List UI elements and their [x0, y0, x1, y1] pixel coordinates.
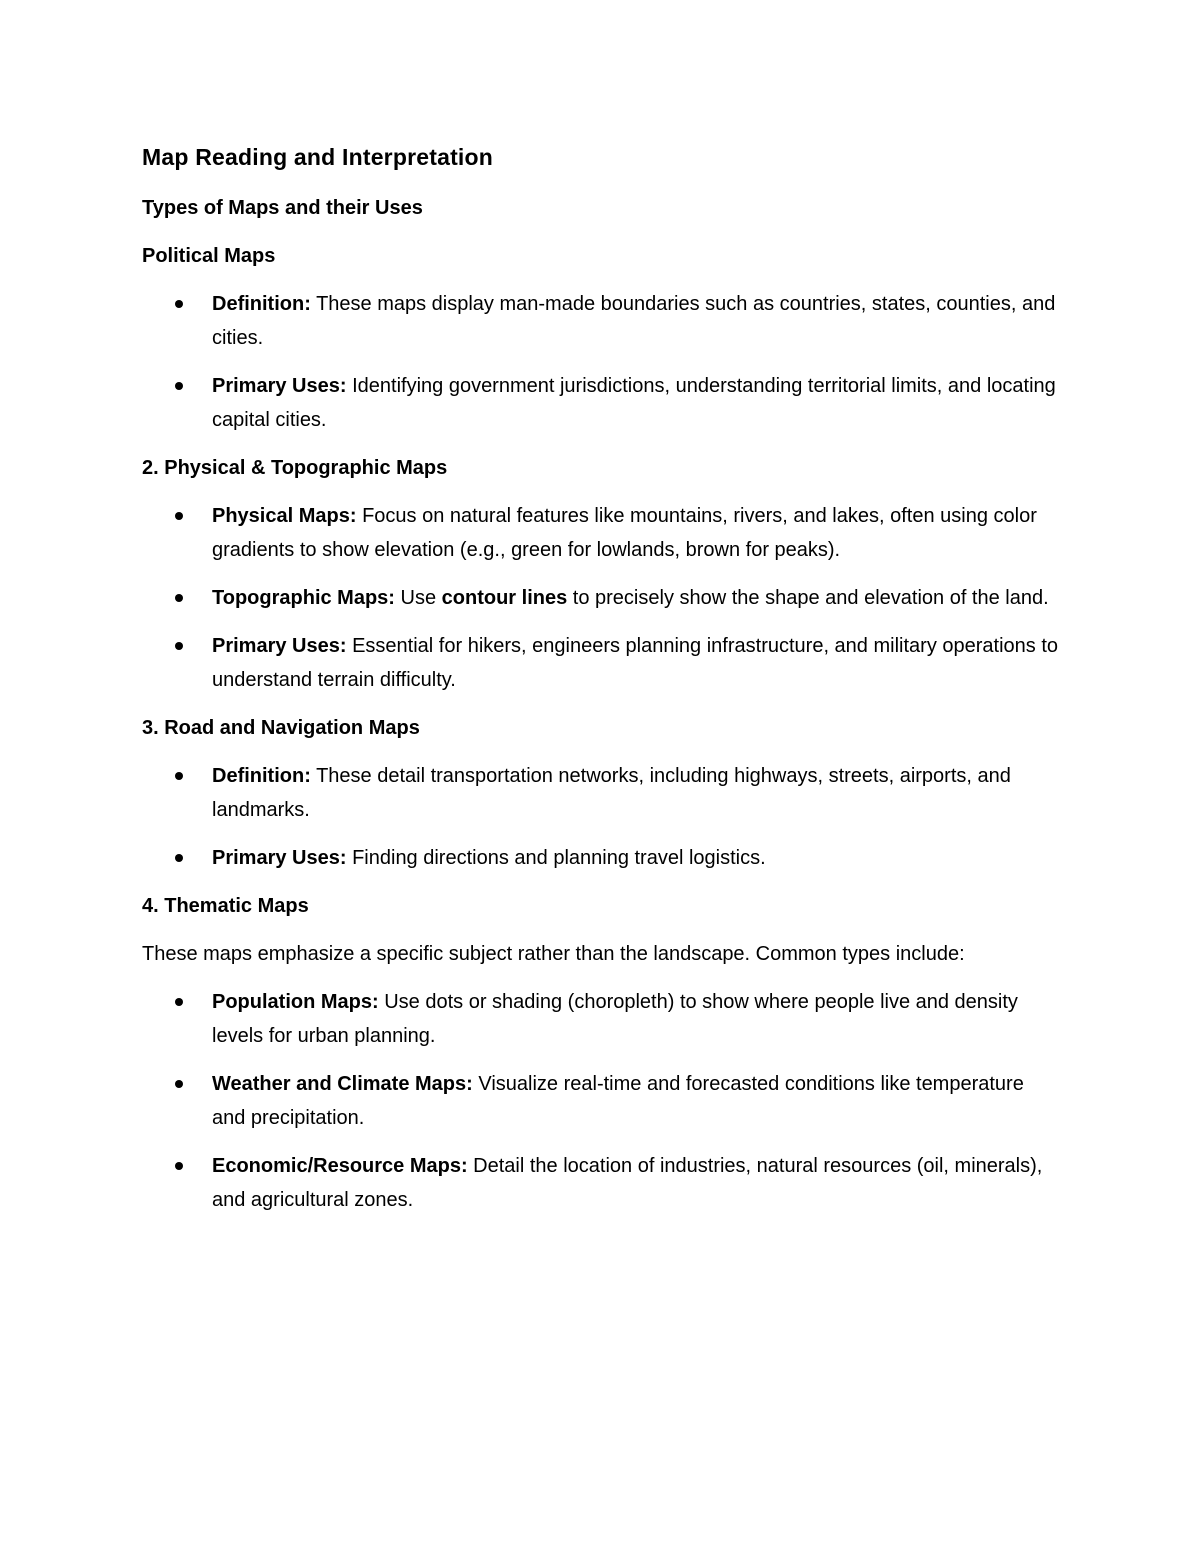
list-item — [142, 499, 1062, 567]
section-heading-physical-topographic-maps: 2. Physical & Topographic Maps — [142, 457, 448, 479]
list-item — [142, 287, 1062, 355]
section-heading-political-maps: Political Maps — [142, 245, 276, 267]
bullet-icon — [175, 772, 183, 780]
document-title: Map Reading and Interpretation — [142, 144, 494, 170]
item-emphasis: contour lines — [441, 587, 568, 609]
item-term: Topographic Maps: — [212, 587, 395, 609]
item-term: Population Maps: — [212, 991, 379, 1013]
item-text: Focus on natural features like mountains, rivers, and lakes, often using color gradients to show elevation (e.g., green for lowlands, brown for peaks). — [212, 505, 1037, 561]
item-text-before: Use — [394, 587, 442, 609]
bullet-icon — [175, 854, 183, 862]
section-intro-paragraph: These maps emphasize a specific subject rather than the landscape. Common types include: — [142, 943, 965, 965]
list-item — [142, 1067, 1062, 1135]
item-text: Essential for hikers, engineers planning infrastructure, and military operations to understand terrain difficulty. — [212, 635, 1059, 691]
bullet-list-thematic-maps — [142, 985, 1062, 1217]
item-term: Economic/Resource Maps: — [212, 1155, 468, 1177]
bullet-icon — [175, 382, 183, 390]
item-text: Use dots or shading (choropleth) to show where people live and density levels for urban planning. — [212, 991, 1018, 1047]
list-item — [142, 759, 1062, 827]
bullet-icon — [175, 1162, 183, 1170]
item-term: Primary Uses: — [212, 635, 347, 657]
section-heading-thematic-maps: 4. Thematic Maps — [142, 895, 309, 917]
bullet-icon — [175, 642, 183, 650]
list-item — [142, 629, 1062, 697]
item-text: Visualize real-time and forecasted conditions like temperature and precipitation. — [212, 1073, 1024, 1129]
item-term: Definition: — [212, 293, 311, 315]
item-term: Definition: — [212, 765, 311, 787]
bullet-icon — [175, 594, 183, 602]
list-item — [142, 1149, 1062, 1217]
list-item — [142, 841, 1062, 875]
bullet-list-road-navigation-maps — [142, 759, 1062, 875]
list-item — [142, 985, 1062, 1053]
item-text: Detail the location of industries, natural resources (oil, minerals), and agricultural zones. — [212, 1155, 1043, 1211]
bullet-icon — [175, 512, 183, 520]
bullet-icon — [175, 300, 183, 308]
item-term: Primary Uses: — [212, 375, 347, 397]
item-text-after: to precisely show the shape and elevation of the land. — [567, 587, 1049, 609]
bullet-list-political-maps — [142, 287, 1062, 437]
bullet-icon — [175, 1080, 183, 1088]
document-subtitle: Types of Maps and their Uses — [142, 197, 423, 219]
document-body — [142, 140, 1062, 1231]
item-text: These maps display man-made boundaries such as countries, states, counties, and cities. — [212, 293, 1056, 349]
bullet-icon — [175, 998, 183, 1006]
item-text: These detail transportation networks, including highways, streets, airports, and landmarks. — [212, 765, 1011, 821]
list-item — [142, 581, 1062, 615]
bullet-list-physical-topographic-maps — [142, 499, 1062, 697]
section-heading-road-navigation-maps: 3. Road and Navigation Maps — [142, 717, 420, 739]
item-text: Identifying government jurisdictions, understanding territorial limits, and locating capital cities. — [212, 375, 1056, 431]
item-text: Finding directions and planning travel logistics. — [346, 847, 766, 869]
item-term: Physical Maps: — [212, 505, 357, 527]
item-term: Primary Uses: — [212, 847, 347, 869]
item-term: Weather and Climate Maps: — [212, 1073, 473, 1095]
list-item — [142, 369, 1062, 437]
